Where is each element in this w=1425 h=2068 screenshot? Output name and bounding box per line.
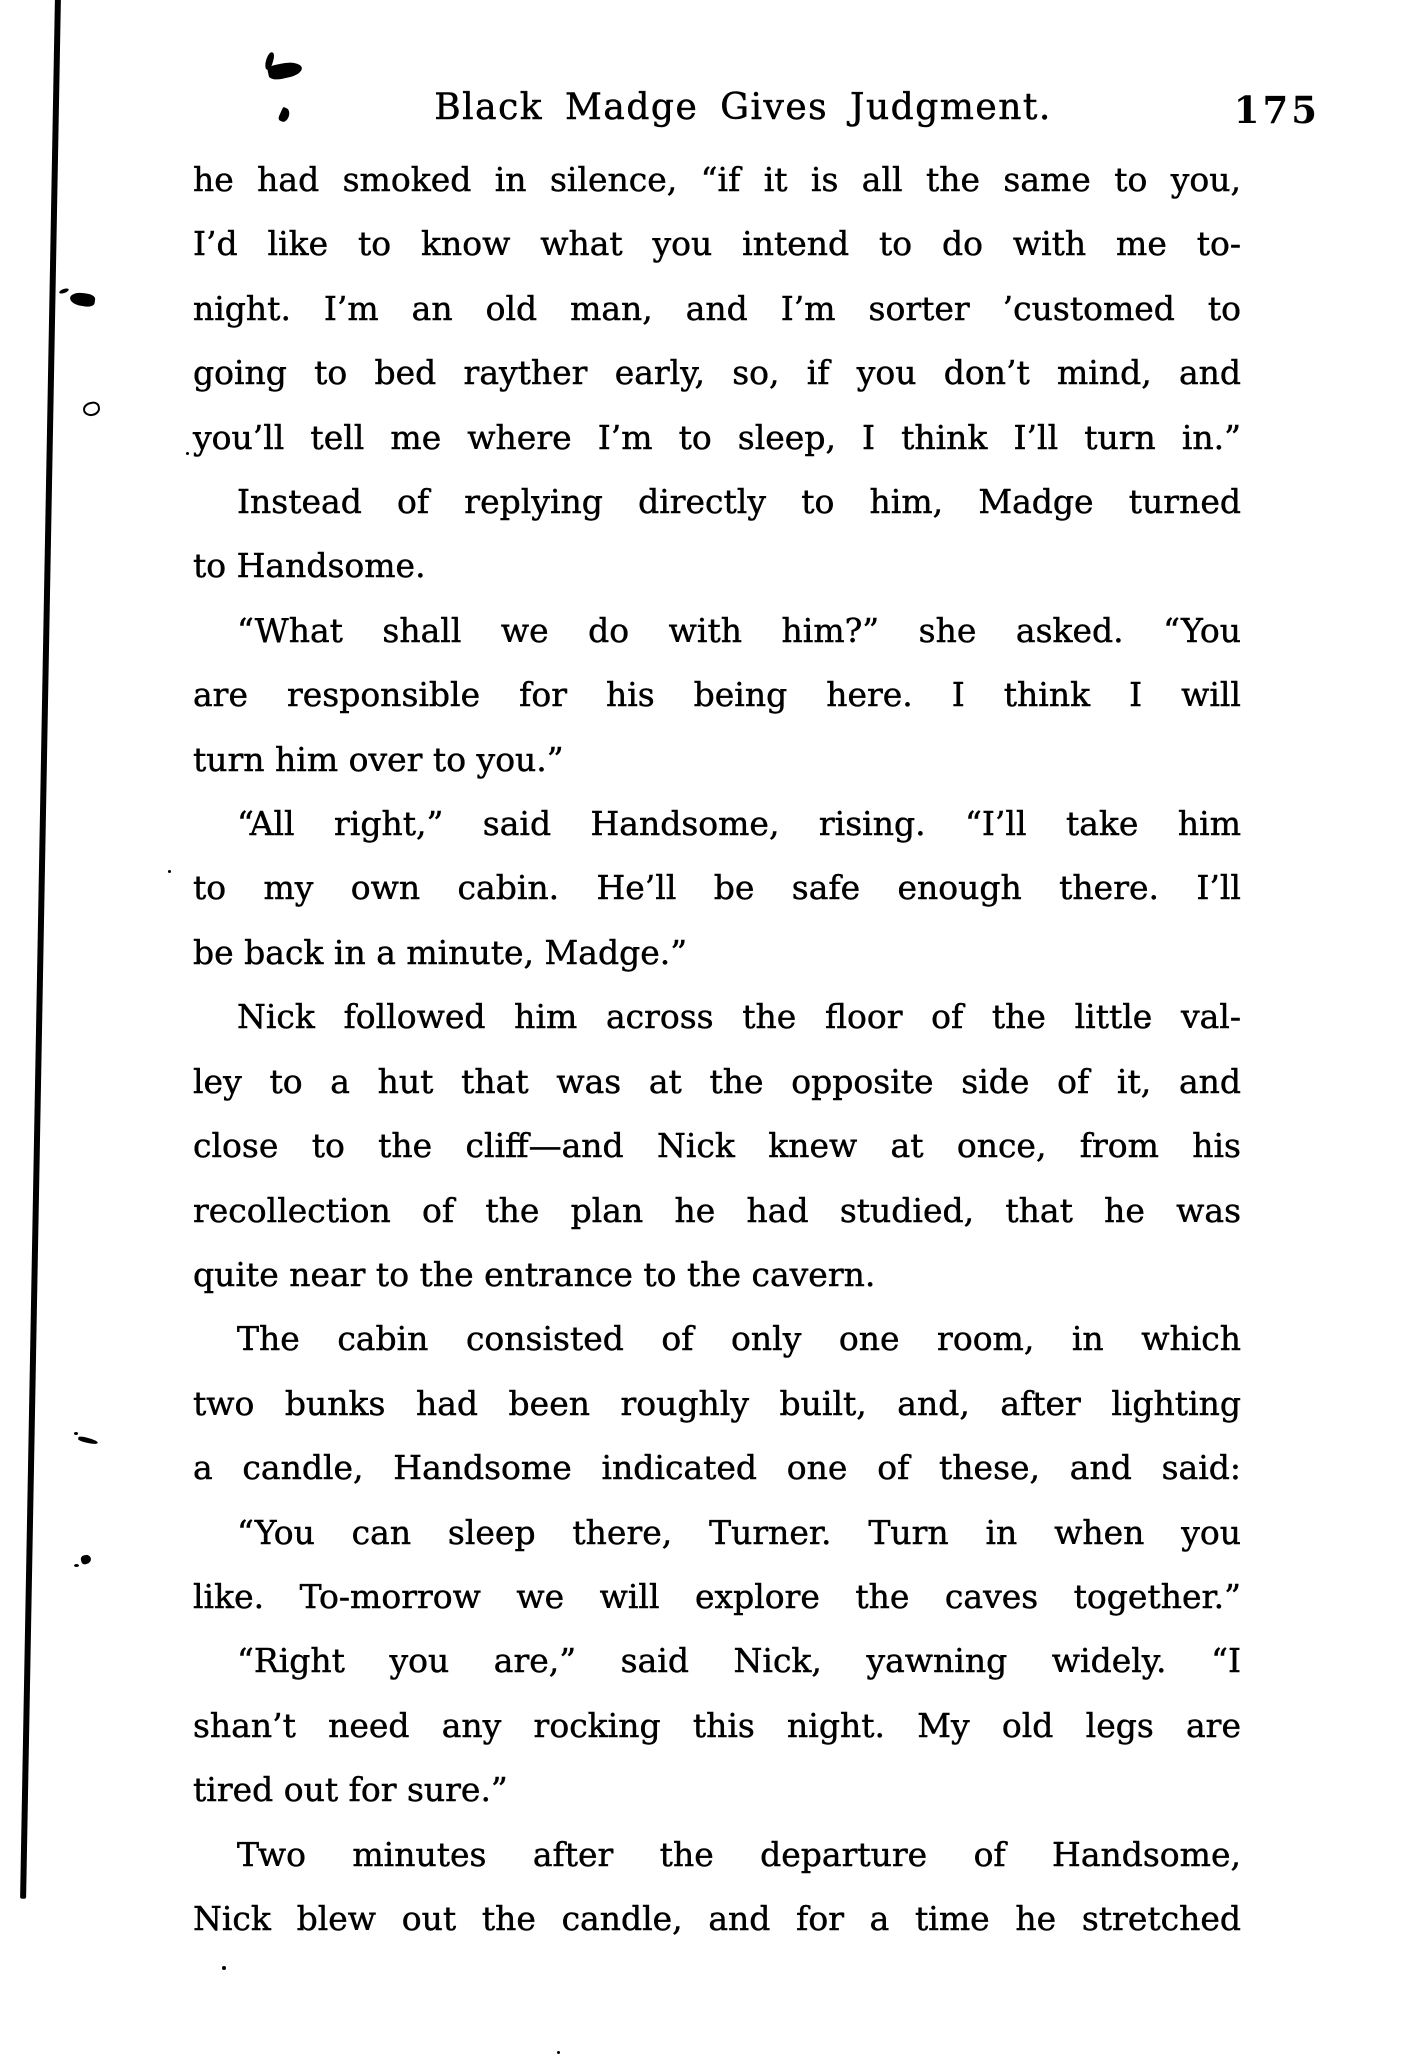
text-line: turn him over to you.”: [193, 739, 564, 779]
text-line: Two minutes after the departure of Handsome,: [237, 1834, 1241, 1874]
page-binding-edge-line: [20, 0, 61, 1899]
text-line: be back in a minute, Madge.”: [193, 932, 688, 972]
page-header: [193, 82, 1320, 142]
text-line: are responsible for his being here. I think I will: [193, 675, 1241, 715]
text-line: “All right,” said Handsome, rising. “I’ll take him: [237, 804, 1241, 844]
ink-speck: [186, 452, 189, 455]
text-line: Nick blew out the candle, and for a time he stretched: [193, 1898, 1241, 1938]
ink-speck: [557, 2051, 560, 2054]
text-line: like. To-morrow we will explore the caves together.”: [193, 1576, 1241, 1616]
text-line: “What shall we do with him?” she asked. “You: [237, 610, 1241, 650]
text-line: “Right you are,” said Nick, yawning widely. “I: [237, 1641, 1241, 1681]
text-line: tired out for sure.”: [193, 1770, 508, 1810]
text-line: to Handsome.: [193, 546, 426, 586]
text-line: shan’t need any rocking this night. My old legs are: [193, 1705, 1241, 1745]
text-line: two bunks had been roughly built, and, after lighting: [193, 1383, 1241, 1423]
page-number: 175: [1233, 88, 1320, 132]
ink-squiggle-mark: [82, 401, 101, 418]
ink-blot-mark: [80, 1554, 92, 1565]
text-line: recollection of the plan he had studied, that he was: [193, 1190, 1241, 1230]
text-line: you’ll tell me where I’m to sleep, I think I’ll turn in.”: [193, 417, 1241, 457]
ink-speck: [222, 1966, 226, 1970]
text-line: going to bed rayther early, so, if you don’t mind, and: [193, 353, 1241, 393]
text-line: a candle, Handsome indicated one of these, and said:: [193, 1448, 1241, 1488]
text-line: “You can sleep there, Turner. Turn in when you: [237, 1512, 1241, 1552]
ink-squiggle-mark: [78, 1436, 99, 1446]
text-line: night. I’m an old man, and I’m sorter ’customed to: [193, 288, 1241, 328]
ink-speck: [74, 1432, 78, 1435]
ink-blot-mark: [59, 287, 70, 294]
body-text: [193, 148, 1241, 1951]
text-line: Instead of replying directly to him, Madge turned: [237, 482, 1241, 522]
text-line: quite near to the entrance to the cavern.: [193, 1254, 876, 1294]
ink-blot-mark: [69, 291, 96, 307]
text-line: Nick followed him across the floor of the little val-: [237, 997, 1241, 1037]
text-line: I’d like to know what you intend to do with me to-: [193, 224, 1241, 264]
running-title: Black Madge Gives Judgment.: [434, 87, 1052, 128]
text-line: ley to a hut that was at the opposite side of it, and: [193, 1061, 1241, 1101]
text-line: to my own cabin. He’ll be safe enough there. I’ll: [193, 868, 1241, 908]
ink-speck: [74, 1564, 79, 1567]
ink-speck: [168, 870, 171, 873]
text-line: close to the cliff—and Nick knew at once, from his: [193, 1126, 1241, 1166]
text-line: The cabin consisted of only one room, in which: [237, 1319, 1241, 1359]
text-line: he had smoked in silence, “if it is all the same to you,: [193, 160, 1241, 199]
